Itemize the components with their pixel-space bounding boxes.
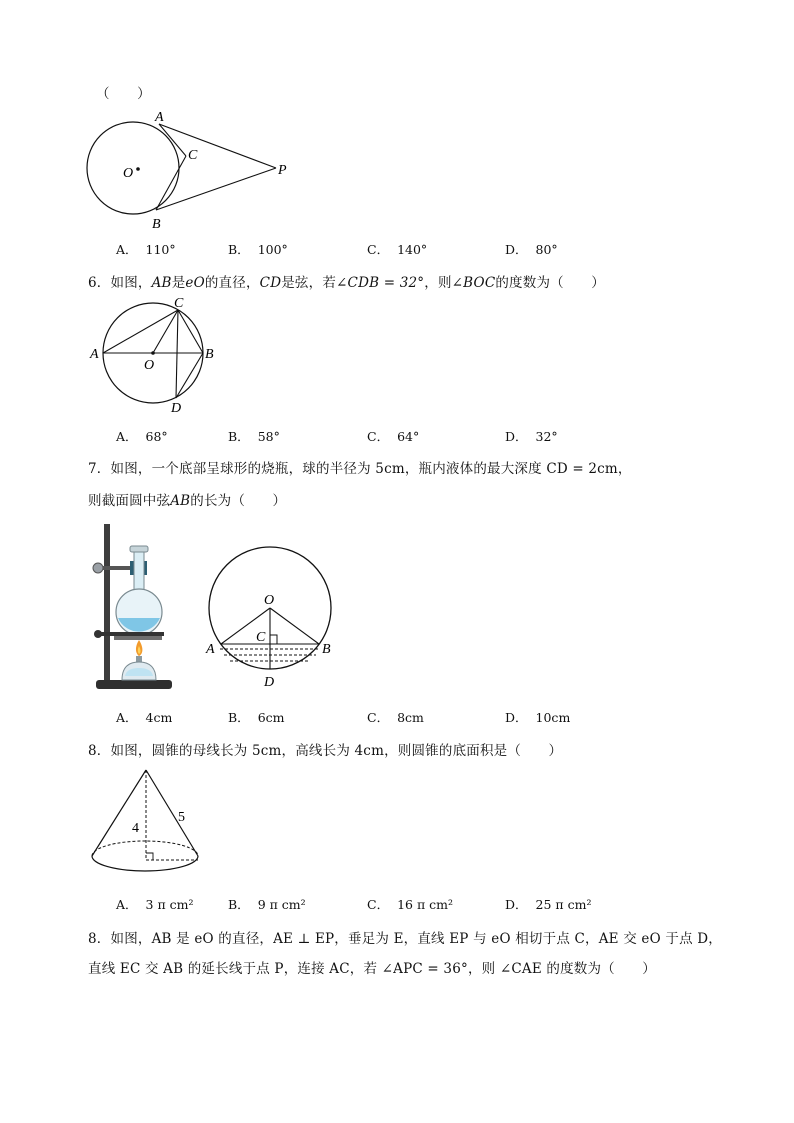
q6-chord-CD [176, 310, 178, 398]
q6-option-a[interactable]: A． 68° [116, 429, 168, 444]
q6-label-O: O [144, 358, 155, 373]
q5-center-dot [136, 167, 140, 171]
q6-chord-DB [176, 353, 203, 398]
q7-option-b[interactable]: B． 6cm [228, 710, 285, 725]
q7-option-a[interactable]: A． 4cm [116, 710, 173, 725]
q5-answer-bracket: （ ） [96, 86, 151, 102]
q6-stem: 6．如图，AB是eO的直径，CD是弦，若∠CDB = 32°，则∠BOC的度数为（ ） [88, 275, 605, 291]
q7-option-d[interactable]: D． 10cm [505, 710, 571, 725]
q5-label-B: B [152, 217, 161, 232]
q6-option-b[interactable]: B． 58° [228, 429, 280, 444]
q6-label-D: D [171, 401, 182, 416]
q8b-stem-line2: 直线 EC 交 AB 的延长线于点 P，连接 AC，若 ∠APC = 36°，则 ∠CAE 的度数为（ ） [88, 961, 656, 977]
q6-center-dot [151, 351, 155, 355]
q6-figure [88, 294, 228, 418]
q5-option-a[interactable]: A． 110° [116, 242, 176, 257]
q6-radius-OC [153, 310, 178, 353]
q5-option-b[interactable]: B． 100° [228, 242, 288, 257]
q8b-stem-line1: 8．如图，AB 是 eO 的直径，AE ⊥ EP，垂足为 E，直线 EP 与 eO 相切于点 C，AE 交 eO 于点 D， [88, 931, 722, 947]
q8a-option-a[interactable]: A． 3 π cm² [116, 897, 194, 912]
q7-right-angle-mark [270, 635, 277, 644]
q7-label-C: C [256, 630, 266, 645]
q8a-cone-figure [86, 764, 206, 886]
cone-slant-label: 5 [178, 810, 185, 825]
cone-base-back [92, 841, 198, 856]
q5-label-C: C [188, 148, 198, 163]
q5-tangent-PA [159, 124, 276, 168]
q6-label-C: C [174, 296, 184, 311]
q6-chord-CB [178, 310, 203, 353]
q6-chord-AC [103, 310, 178, 353]
q5-option-d[interactable]: D． 80° [505, 242, 558, 257]
q6-label-B: B [205, 347, 214, 362]
q8a-option-c[interactable]: C． 16 π cm² [367, 897, 454, 912]
q6-option-c[interactable]: C． 64° [367, 429, 420, 444]
cone-base-front [92, 856, 198, 871]
q7-label-O: O [264, 593, 275, 608]
q7-option-c[interactable]: C． 8cm [367, 710, 424, 725]
q5-label-P: P [278, 163, 287, 178]
q5-chord-CB [156, 156, 186, 210]
q8a-option-d[interactable]: D． 25 π cm² [505, 897, 592, 912]
q8a-stem: 8．如图，圆锥的母线长为 5cm，高线长为 4cm，则圆锥的底面积是（ ） [88, 743, 563, 759]
cone-right-angle [146, 853, 153, 860]
q7-label-B: B [322, 642, 331, 657]
flask-apparatus-illustration [88, 520, 184, 694]
cone-slant-right [146, 770, 198, 856]
q7-stem-line1: 7．如图，一个底部呈球形的烧瓶，球的半径为 5cm，瓶内液体的最大深度 CD = 2cm， [88, 461, 632, 477]
q6-option-d[interactable]: D． 32° [505, 429, 558, 444]
cone-height-label: 4 [132, 821, 139, 836]
q5-option-c[interactable]: C． 140° [367, 242, 428, 257]
q5-label-A: A [155, 110, 164, 125]
q6-label-A: A [90, 347, 99, 362]
q7-label-D: D [264, 675, 275, 690]
q7-label-A: A [206, 642, 215, 657]
q5-label-O: O [123, 166, 134, 181]
q7-stem-line2: 则截面圆中弦AB的长为（ ） [88, 493, 287, 509]
q5-figure [86, 106, 296, 232]
q8a-option-b[interactable]: B． 9 π cm² [228, 897, 306, 912]
q7-figure [204, 534, 344, 692]
